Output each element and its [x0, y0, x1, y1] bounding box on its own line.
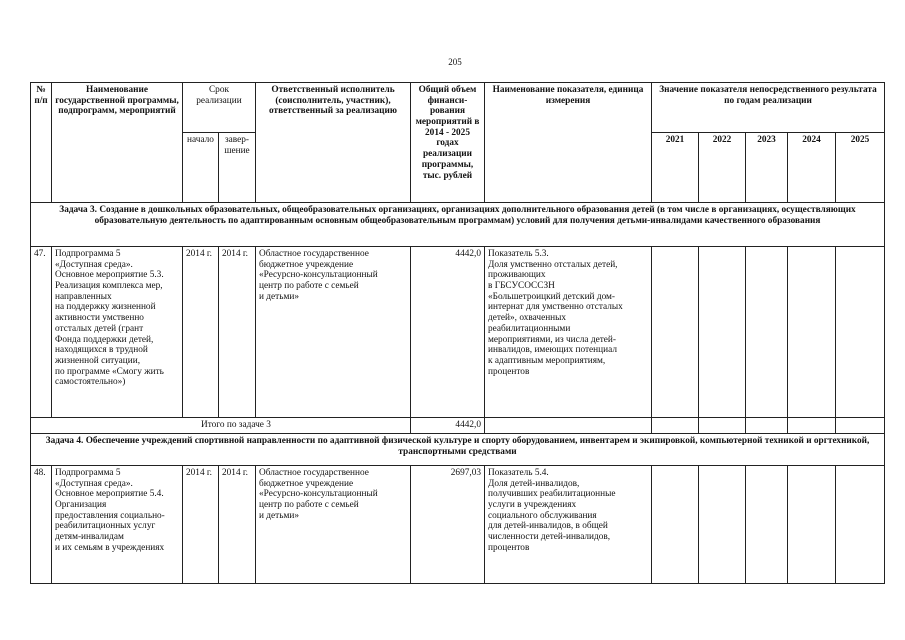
total3-empty-2024	[788, 418, 836, 434]
year-2024: 2024	[788, 133, 836, 203]
header-end: завер-шение	[219, 133, 256, 203]
task3-title: Задача 3. Создание в дошкольных образовательных, общеобразовательных организациях, организациях дополнительного образования детей (в том числе в организациях, осуществляющих образовательную деятельность по адаптированным основным общеобразовательным программам) условий для получения детьми-инвалидами качественного образования	[31, 203, 885, 247]
total3-empty-2022	[699, 418, 746, 434]
row47-2024	[788, 247, 836, 418]
header-indicator: Наименование показателя, единица измерения	[485, 83, 652, 203]
row48-end: 2014 г.	[219, 466, 256, 584]
row47-finance: 4442,0	[411, 247, 485, 418]
row47-2023	[746, 247, 788, 418]
row47-indicator: Показатель 5.3. Доля умственно отсталых детей, проживающих в ГБСУСОССЗН «Большетроицкий детский дом- интернат для умственно отсталых детей», охваченных реабилитационными мероприятиями, из числа детей- инвалидов, имеющих потенциал к адаптивным мероприятиям, процентов	[485, 247, 652, 418]
row48-start: 2014 г.	[183, 466, 219, 584]
row47-name: Подпрограмма 5 «Доступная среда». Основное мероприятие 5.3. Реализация комплекса мер, направленных на поддержку жизненной активности умственно отсталых детей (грант Фонда поддержки детей, находящихся в трудной жизненной ситуации, по программе «Смогу жить самостоятельно»)	[52, 247, 183, 418]
row48-indicator: Показатель 5.4. Доля детей-инвалидов, получивших реабилитационные услуги в учреждениях социального обслуживания для детей-инвалидов, в общей численности детей-инвалидов, процентов	[485, 466, 652, 584]
total3-value: 4442,0	[411, 418, 485, 434]
row47-executor: Областное государственное бюджетное учреждение «Ресурсно-консультационный центр по работе с семьей и детьми»	[256, 247, 411, 418]
year-2023: 2023	[746, 133, 788, 203]
row48-2021	[652, 466, 699, 584]
year-2022: 2022	[699, 133, 746, 203]
task4-title: Задача 4. Обеспечение учреждений спортивной направленности по адаптивной физической культуре и спорту оборудованием, инвентарем и экипировкой, компьютерной техникой и оргтехникой, транспортными средствами	[31, 434, 885, 466]
row48-2024	[788, 466, 836, 584]
header-values: Значение показателя непосредственного результата по годам реализации	[652, 83, 885, 133]
program-table	[30, 82, 885, 584]
total3-empty-2025	[836, 418, 885, 434]
row47-start: 2014 г.	[183, 247, 219, 418]
header-no: № п/п	[31, 83, 52, 203]
row48-2025	[836, 466, 885, 584]
header-executor: Ответственный исполнитель (соисполнитель, участник), ответственный за реализацию	[256, 83, 411, 203]
page-number: 205	[448, 57, 462, 67]
row47-end: 2014 г.	[219, 247, 256, 418]
row47-2021	[652, 247, 699, 418]
row48-name: Подпрограмма 5 «Доступная среда». Основное мероприятие 5.4. Организация предоставления социально- реабилитационных услуг детям-инвалидам и их семьям в учреждениях	[52, 466, 183, 584]
year-2021: 2021	[652, 133, 699, 203]
row48-no: 48.	[31, 466, 52, 584]
row48-2023	[746, 466, 788, 584]
header-finance: Общий объем финанси-рования мероприятий в 2014 - 2025 годах реализации программы, тыс. рублей	[411, 83, 485, 203]
row48-finance: 2697,03	[411, 466, 485, 584]
row47-no: 47.	[31, 247, 52, 418]
total3-empty-2023	[746, 418, 788, 434]
total3-empty-2021	[652, 418, 699, 434]
header-term: Срок реализации	[183, 83, 256, 133]
total3-label: Итого по задаче 3	[31, 418, 411, 434]
header-start: начало	[183, 133, 219, 203]
row48-executor: Областное государственное бюджетное учреждение «Ресурсно-консультационный центр по работе с семьей и детьми»	[256, 466, 411, 584]
header-name: Наименование государственной программы, подпрограмм, мероприятий	[52, 83, 183, 203]
row48-2022	[699, 466, 746, 584]
row47-2025	[836, 247, 885, 418]
total3-empty	[485, 418, 652, 434]
year-2025: 2025	[836, 133, 885, 203]
row47-2022	[699, 247, 746, 418]
